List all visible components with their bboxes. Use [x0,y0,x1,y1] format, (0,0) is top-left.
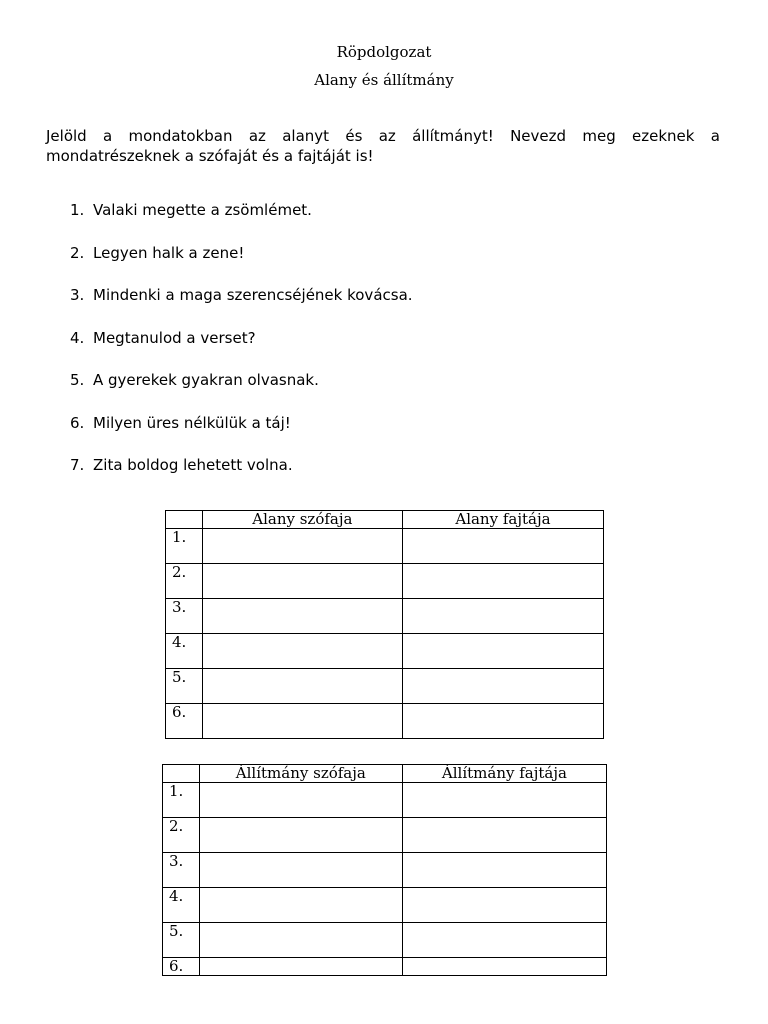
sentence-text: Milyen üres nélkülük a táj! [93,413,291,432]
sentence-number: 7. [70,456,85,474]
answer-cell[interactable] [199,818,402,853]
table-row [163,923,607,958]
answer-cell[interactable] [402,599,603,634]
sentence-text: A gyerekek gyakran olvasnak. [93,371,319,389]
answer-cell[interactable] [199,888,402,923]
row-number: 3. [163,853,200,888]
answer-cell[interactable] [402,888,606,923]
row-number: 1. [163,783,200,818]
sentence-text: Zita boldog lehetett volna. [93,456,293,474]
row-number: 6. [163,958,200,976]
answer-cell[interactable] [402,704,603,739]
sentence-number: 6. [70,413,85,432]
sentence-number: 5. [70,371,85,389]
row-number: 2. [166,564,203,599]
row-number: 4. [166,634,203,669]
row-number: 2. [163,818,200,853]
answer-cell[interactable] [402,783,606,818]
table-header-cell: Állítmány fajtája [402,765,606,783]
table-header-cell [166,511,203,529]
table-row [163,783,607,818]
answer-cell[interactable] [202,599,402,634]
answer-cell[interactable] [199,958,402,976]
sentence-text: Megtanulod a verset? [93,328,256,347]
table-row [166,599,604,634]
answer-cell[interactable] [402,669,603,704]
table-header-row [166,511,604,529]
sentence-text: Legyen halk a zene! [93,243,245,262]
table-row [166,704,604,739]
answer-cell[interactable] [402,564,603,599]
row-number: 1. [166,529,203,564]
answer-cell[interactable] [202,669,402,704]
table-row [163,888,607,923]
instructions-text: Jelöld a mondatokban az alanyt és az állítmányt! Nevezd meg ezeknek a mondatrészeknek a szófaját és a fajtáját is! [46,127,720,165]
row-number: 6. [166,704,203,739]
table-row [163,853,607,888]
row-number: 4. [163,888,200,923]
table-row [163,958,607,976]
table-header-cell: Állítmány szófaja [199,765,402,783]
answer-cell[interactable] [402,634,603,669]
table-row [166,564,604,599]
answer-cell[interactable] [402,853,606,888]
table-header-row [163,765,607,783]
answer-cell[interactable] [199,853,402,888]
answer-cell[interactable] [402,529,603,564]
table-row [166,634,604,669]
table-header-cell: Alany szófaja [202,511,402,529]
sentence-number: 1. [70,201,85,219]
predicate-table [162,764,607,976]
row-number: 5. [163,923,200,958]
row-number: 5. [166,669,203,704]
answer-cell[interactable] [202,564,402,599]
answer-cell[interactable] [402,958,606,976]
table-header-cell [163,765,200,783]
page-title: Röpdolgozat [336,43,432,61]
sentence-number: 2. [70,243,85,262]
table-header-cell: Alany fajtája [402,511,603,529]
page-subtitle: Alany és állítmány [314,71,454,89]
table-row [163,818,607,853]
table-row [166,529,604,564]
sentence-number: 4. [70,328,85,347]
answer-cell[interactable] [402,923,606,958]
row-number: 3. [166,599,203,634]
answer-cell[interactable] [202,634,402,669]
sentence-number: 3. [70,286,85,304]
answer-cell[interactable] [202,704,402,739]
answer-cell[interactable] [402,818,606,853]
subject-table [165,510,604,739]
table-row [166,669,604,704]
answer-cell[interactable] [199,923,402,958]
answer-cell[interactable] [199,783,402,818]
sentence-text: Valaki megette a zsömlémet. [93,201,312,219]
answer-cell[interactable] [202,529,402,564]
sentence-text: Mindenki a maga szerencséjének kovácsa. [93,286,413,304]
